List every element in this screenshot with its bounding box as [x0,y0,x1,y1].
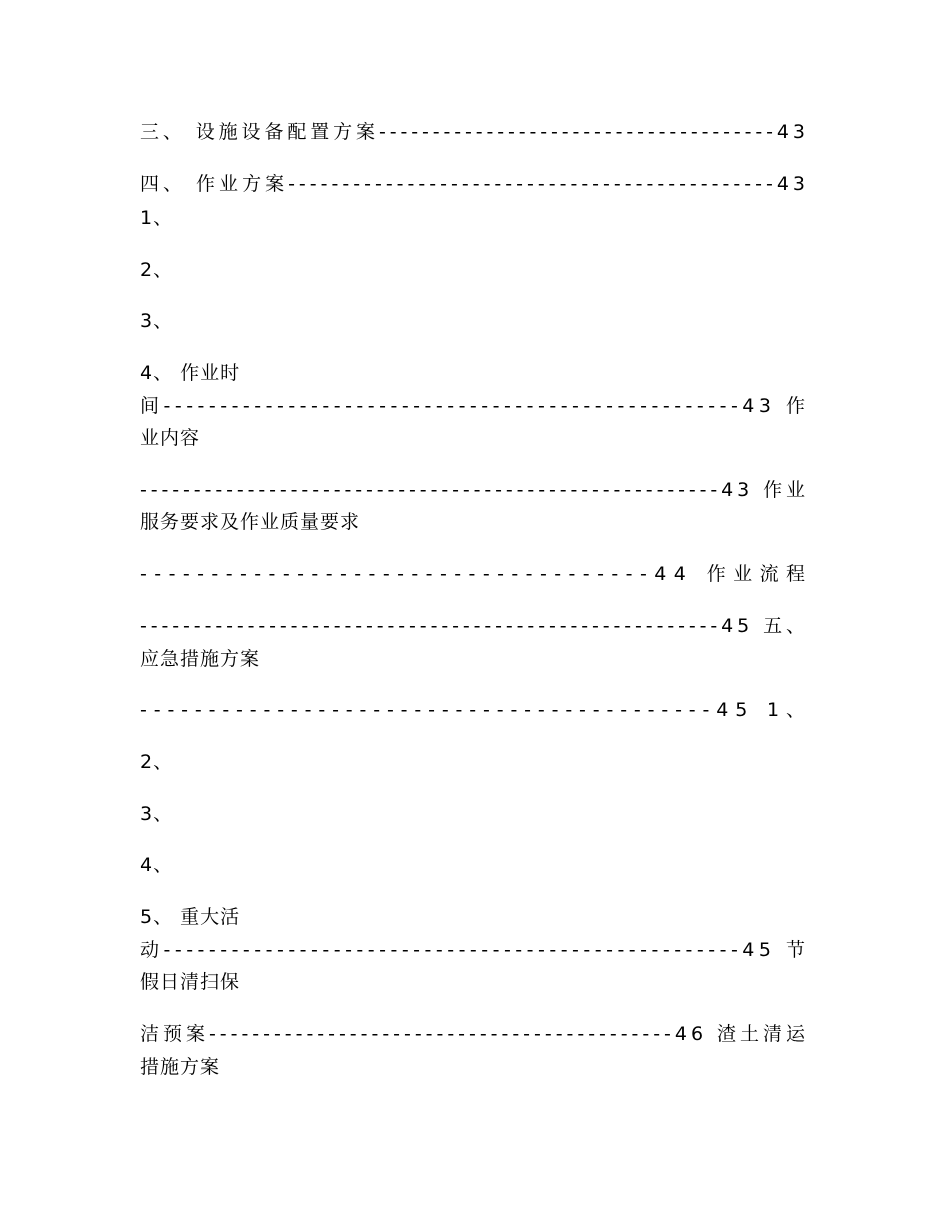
toc-line: 服务要求及作业质量要求 [140,511,361,533]
toc-line: 洁预案-------------------------------------------46 渣土清运 [140,1023,809,1045]
toc-line: 间---------------------------------------------------43 作 [140,395,810,417]
toc-line: 措施方案 [140,1056,221,1078]
toc-line: 2、 [140,259,174,281]
toc-line: 1、 [140,207,174,229]
toc-line: 5、 重大活 [140,906,241,928]
toc-line: 2、 [140,751,174,773]
toc-line: 假日清扫保 [140,971,241,993]
toc-line: 应急措施方案 [140,648,261,670]
toc-line: ------------------------------------------------------45 五、 [140,615,809,637]
toc-line: 4、 作业时 [140,362,241,384]
toc-line: 3、 [140,803,174,825]
toc-line: ------------------------------------44 作业流程 [140,563,813,585]
toc-line: ------------------------------------------45 1、 [140,699,812,721]
toc-line: 四、 作业方案---------------------------------------------43 [140,173,810,195]
toc-line: 三、 设施设备配置方案-------------------------------------43 [140,121,809,143]
toc-line: ------------------------------------------------------43 作业 [140,479,809,501]
toc-line: 动---------------------------------------------------45 节 [140,939,810,961]
toc-line: 3、 [140,310,174,332]
toc-line: 业内容 [140,427,201,449]
toc-line: 4、 [140,854,174,876]
